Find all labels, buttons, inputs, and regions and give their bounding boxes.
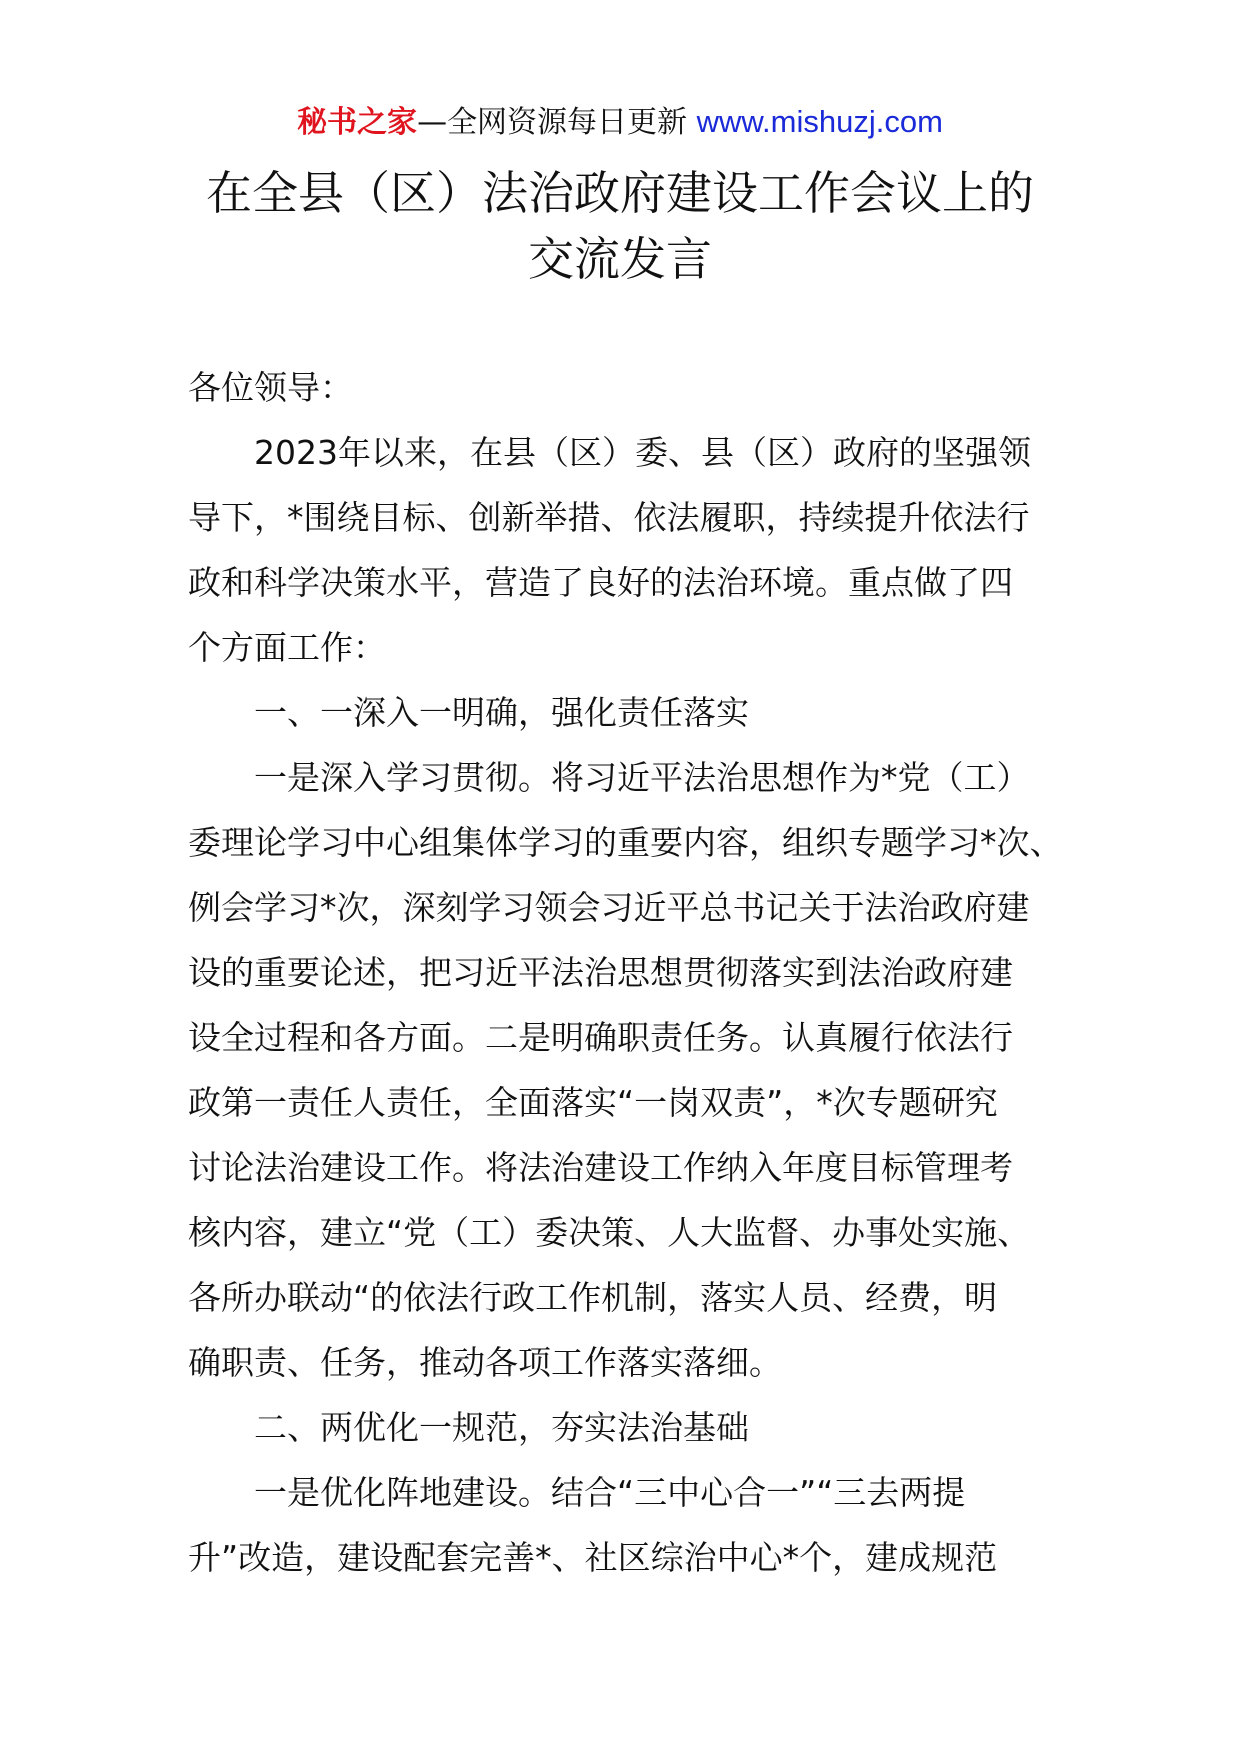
body-line: 各所办联动“的依法行政工作机制，落实人员、经费，明 <box>188 1278 998 1317</box>
banner-slogan: —全网资源每日更新 <box>417 105 688 140</box>
body-line: 政第一责任人责任，全面落实“一岗双责”，*次专题研究 <box>188 1083 998 1122</box>
body-line: 确职责、任务，推动各项工作落实落细。 <box>188 1343 782 1382</box>
document-title <box>0 160 1240 292</box>
title-line-2: 交流发言 <box>528 232 712 286</box>
section-heading: 一、一深入一明确，强化责任落实 <box>188 693 749 732</box>
body-line: 讨论法治建设工作。将法治建设工作纳入年度目标管理考 <box>188 1148 1013 1187</box>
site-url-link[interactable]: www.mishuzj.com <box>696 104 943 139</box>
brand-name: 秘书之家 <box>297 105 418 140</box>
body-line: 核内容，建立“党（工）委决策、人大监督、办事处实施、 <box>188 1213 1031 1252</box>
body-line: 2023年以来，在县（区）委、县（区）政府的坚强领 <box>188 433 1031 472</box>
body-line: 设全过程和各方面。二是明确职责任务。认真履行依法行 <box>188 1018 1013 1057</box>
body-line: 一是深入学习贯彻。将习近平法治思想作为*党（工） <box>188 758 1030 797</box>
site-banner <box>0 100 1240 145</box>
body-line: 委理论学习中心组集体学习的重要内容，组织专题学习*次、 <box>188 823 1063 862</box>
title-line-1: 在全县（区）法治政府建设工作会议上的 <box>206 166 1034 220</box>
body-line: 导下，*围绕目标、创新举措、依法履职，持续提升依法行 <box>188 498 1030 537</box>
salutation: 各位领导： <box>188 368 353 407</box>
body-line: 一是优化阵地建设。结合“三中心合一”“三去两提 <box>188 1473 966 1512</box>
body-line: 设的重要论述，把习近平法治思想贯彻落实到法治政府建 <box>188 953 1013 992</box>
body-line: 政和科学决策水平，营造了良好的法治环境。重点做了四 <box>188 563 1013 602</box>
document-body <box>188 355 1068 1590</box>
body-line: 升”改造，建设配套完善*、社区综治中心*个，建成规范 <box>188 1538 998 1577</box>
body-line: 个方面工作： <box>188 628 386 667</box>
body-line: 例会学习*次，深刻学习领会习近平总书记关于法治政府建 <box>188 888 1030 927</box>
section-heading: 二、两优化一规范，夯实法治基础 <box>188 1408 749 1447</box>
